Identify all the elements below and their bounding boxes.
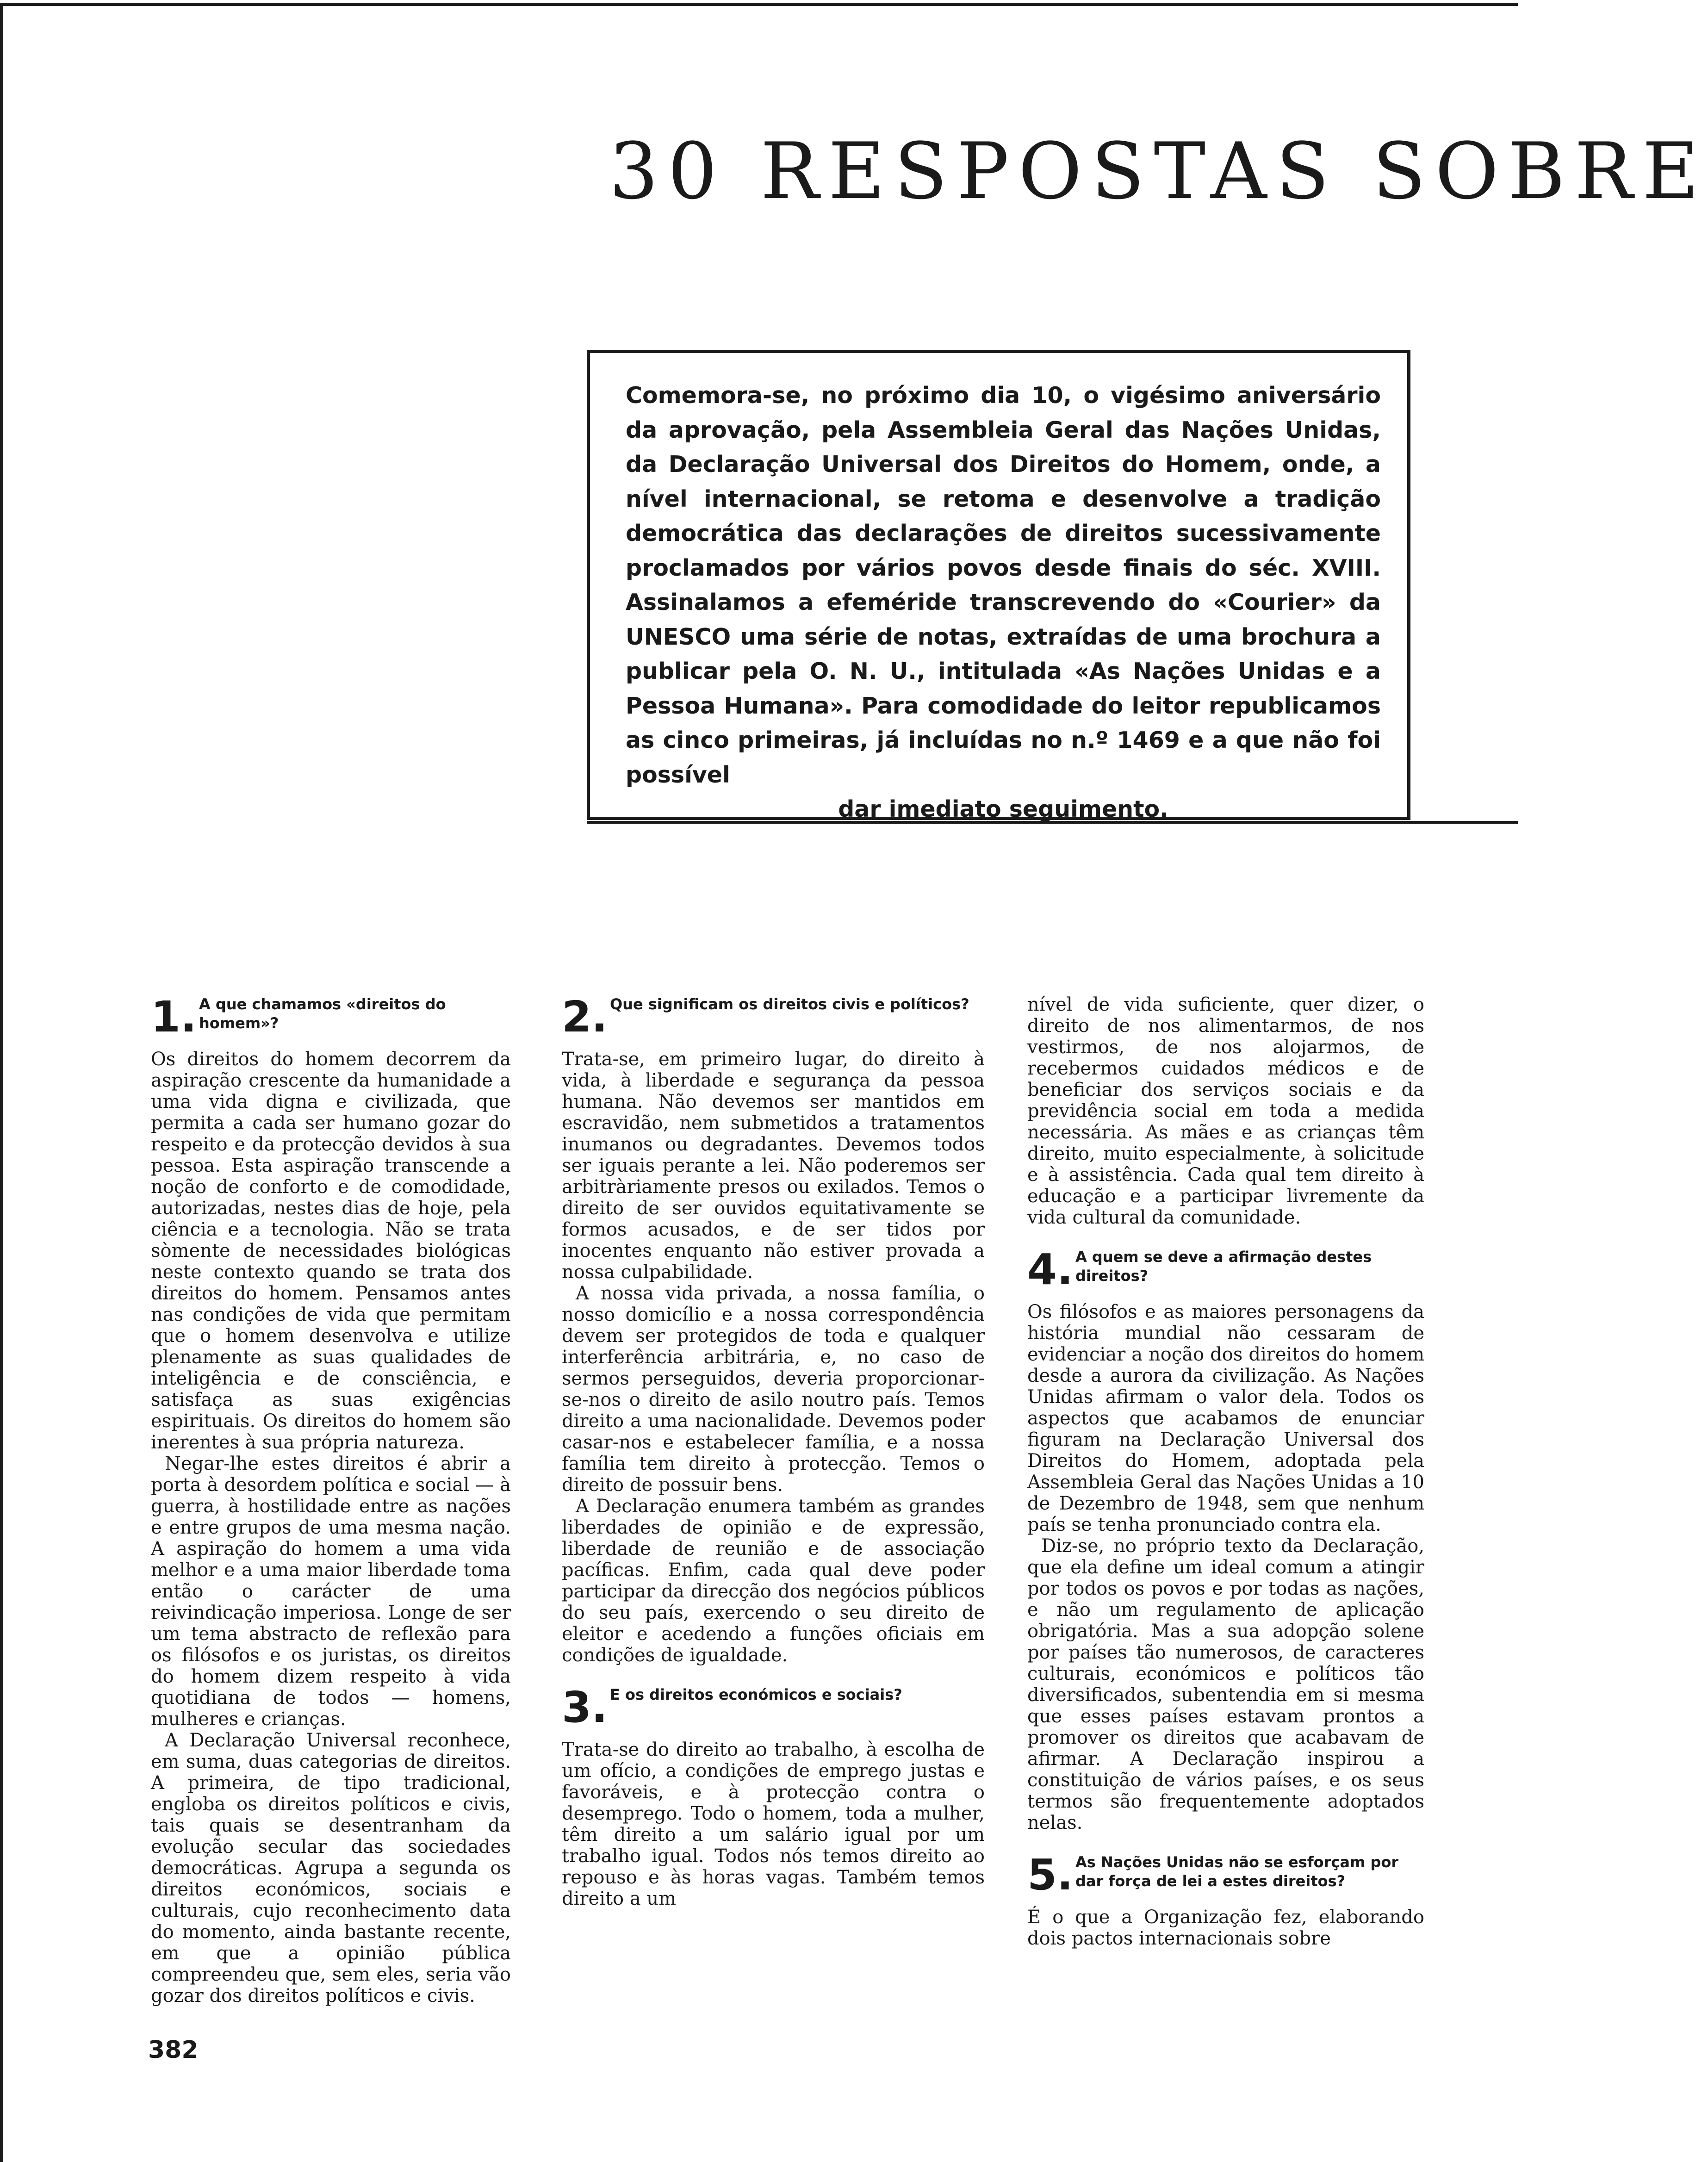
section-gap: [1027, 1228, 1424, 1247]
intro-last-line: dar imediato seguimento.: [838, 796, 1168, 822]
intro-paragraph: [626, 379, 1381, 827]
section-gap: [562, 1666, 985, 1684]
question-1-paragraph-1: Os direitos do homem decorrem da aspiração crescente da humanidade a uma vida digna e civilizada, que permita a cada ser humano gozar do respeito e da protecção devidos à sua pessoa. Esta aspiração transcende a noção de conforto e de comodidade, autorizadas, nestes dias de hoje, pela ciência e a tecnologia. Não se trata sòmente de necessidades biológicas neste contexto quando se trata dos direitos do homem. Pensamos antes nas condições de vida que permitam que o homem desenvolva e utilize plenamente as suas qualidades de inteligência e de consciência, e satisfaça as suas exigências espirituais. Os direitos do homem são inerentes à sua própria natureza.: [151, 1049, 511, 1453]
intro-text: Comemora-se, no próximo dia 10, o vigésimo aniversário da aprovação, pela Assembleia Geral das Nações Unidas, da Declaração Universal dos Direitos do Homem, onde, a nível internacional, se retoma e desenvolve a tradição democrática das declarações de direitos sucessivamente proclamados por vários povos desde finais do séc. XVIII. Assinalamos a efeméride transcrevendo do «Courier» da UNESCO uma série de notas, extraídas de uma brochura a publicar pela O. N. U., intitulada «As Nações Unidas e a Pessoa Humana». Para comodidade do leitor republicamos as cinco primeiras, já incluídas no n.º 1469 e a que não foi possível: [626, 382, 1381, 788]
question-2-paragraph-1: Trata-se, em primeiro lugar, do direito à vida, à liberdade e segurança da pessoa humana. Não devemos ser mantidos em escravidão, nem submetidos a tratamentos inumanos ou degradantes. Devemos todos ser iguais perante a lei. Não poderemos ser arbitràriamente presos ou exilados. Temos o direito de ser ouvidos equitativamente se formos acusados, e de ser tidos por inocentes enquanto não estiver provada a nossa culpabilidade.: [562, 1049, 985, 1283]
column-1: [151, 994, 511, 2007]
question-3-heading: [562, 1683, 985, 1732]
left-border-rule: [0, 3, 3, 2162]
question-1-paragraph-2: Negar-lhe estes direitos é abrir a porta à desordem política e social — à guerra, à hostilidade entre as nações e entre grupos de uma mesma nação. A aspiração do homem a uma vida melhor e a uma maior liberdade toma então o carácter de uma reivindicação imperiosa. Longe de ser um tema abstracto de reflexão para os filósofos e os juristas, os direitos do homem dizem respeito à vida quotidiana de todos — homens, mulheres e crianças.: [151, 1453, 511, 1730]
question-2-heading: [562, 992, 985, 1042]
question-4-heading: [1027, 1245, 1424, 1294]
question-5-heading: [1027, 1850, 1424, 1900]
question-4-title: A quem se deve a afirmação destes direitos?: [1075, 1248, 1372, 1285]
column-2: [562, 994, 985, 1909]
question-1-number: 1.: [151, 992, 197, 1042]
page-number: 382: [148, 2036, 199, 2064]
question-2-number: 2.: [562, 992, 608, 1042]
question-5-number: 5.: [1027, 1850, 1073, 1900]
question-3-number: 3.: [562, 1683, 608, 1732]
page-title: 30 RESPOSTAS SOBRE: [609, 126, 1708, 217]
question-5-title: As Nações Unidas não se esforçam por dar força de lei a estes direitos?: [1075, 1853, 1399, 1890]
question-2-paragraph-2: A nossa vida privada, a nossa família, o nosso domicílio e a nossa correspondência devem ser protegidos de toda e qualquer interferência arbitrária, e, no caso de sermos perseguidos, deveria proporcionar-se-nos o direito de asilo noutro país. Temos direito a uma nacionalidade. Devemos poder casar-nos e estabelecer família, e a nossa família tem direito à protecção. Temos o direito de possuir bens.: [562, 1283, 985, 1496]
question-3-title: E os direitos económicos e sociais?: [610, 1686, 902, 1703]
column-3: [1027, 994, 1424, 1949]
question-5-paragraph-1: É o que a Organização fez, elaborando dois pactos internacionais sobre: [1027, 1907, 1424, 1949]
top-border-rule: [0, 3, 1518, 6]
question-1-heading: [151, 992, 511, 1042]
question-4-paragraph-1: Os filósofos e as maiores personagens da história mundial não cessaram de evidenciar a noção dos direitos do homem desde a aurora da civilização. As Nações Unidas afirmam o valor dela. Todos os aspectos que acabamos de enunciar figuram na Declaração Universal dos Direitos do Homem, adoptada pela Assembleia Geral das Nações Unidas a 10 de Dezembro de 1948, sem que nenhum país se tenha pronunciado contra ela.: [1027, 1301, 1424, 1535]
question-1-paragraph-3: A Declaração Universal reconhece, em suma, duas categorias de direitos. A primeira, de tipo tradicional, engloba os direitos políticos e civis, tais quais se desentranham da evolução secular das sociedades democráticas. Agrupa a segunda os direitos económicos, sociais e culturais, cujo reconhecimento data do momento, ainda bastante recente, em que a opinião pública compreendeu que, sem eles, seria vão gozar dos direitos políticos e civis.: [151, 1730, 511, 2007]
question-3-continuation: nível de vida suficiente, quer dizer, o direito de nos alimentarmos, de nos vestirmos, de nos alojarmos, de recebermos cuidados médicos e de beneficiar dos serviços sociais e da previdência social em toda a medida necessária. As mães e as crianças têm direito, muito especialmente, à solicitude e à assistência. Cada qual tem direito à educação e a participar livremente da vida cultural da comunidade.: [1027, 994, 1424, 1228]
question-4-paragraph-2: Diz-se, no próprio texto da Declaração, que ela define um ideal comum a atingir por todos os povos e por todas as nações, e não um regulamento de aplicação obrigatória. Mas a sua adopção solene por países tão numerosos, de caracteres culturais, económicos e políticos tão diversificados, subentendia em si mesma que esses países estavam prontos a promover os direitos que acabavam de afirmar. A Declaração inspirou a constituição de vários países, e os seus termos são frequentemente adoptados nelas.: [1027, 1535, 1424, 1833]
question-2-paragraph-3: A Declaração enumera também as grandes liberdades de opinião e de expressão, liberdade de reunião e de associação pacíficas. Enfim, cada qual deve poder participar da direcção dos negócios públicos do seu país, exercendo o seu direito de eleitor e acedendo a funções oficiais em condições de igualdade.: [562, 1496, 985, 1666]
question-2-title: Que significam os direitos civis e políticos?: [610, 995, 969, 1013]
question-3-paragraph-1: Trata-se do direito ao trabalho, à escolha de um ofício, a condições de emprego justas e favoráveis, e à protecção contra o desemprego. Todo o homem, toda a mulher, têm direito a um salário igual por um trabalho igual. Todos nós temos direito ao repouso e às horas vagas. Também temos direito a um: [562, 1739, 985, 1909]
question-1-title: A que chamamos «direitos do homem»?: [199, 995, 446, 1032]
question-4-number: 4.: [1027, 1245, 1073, 1294]
section-gap: [1027, 1833, 1424, 1852]
